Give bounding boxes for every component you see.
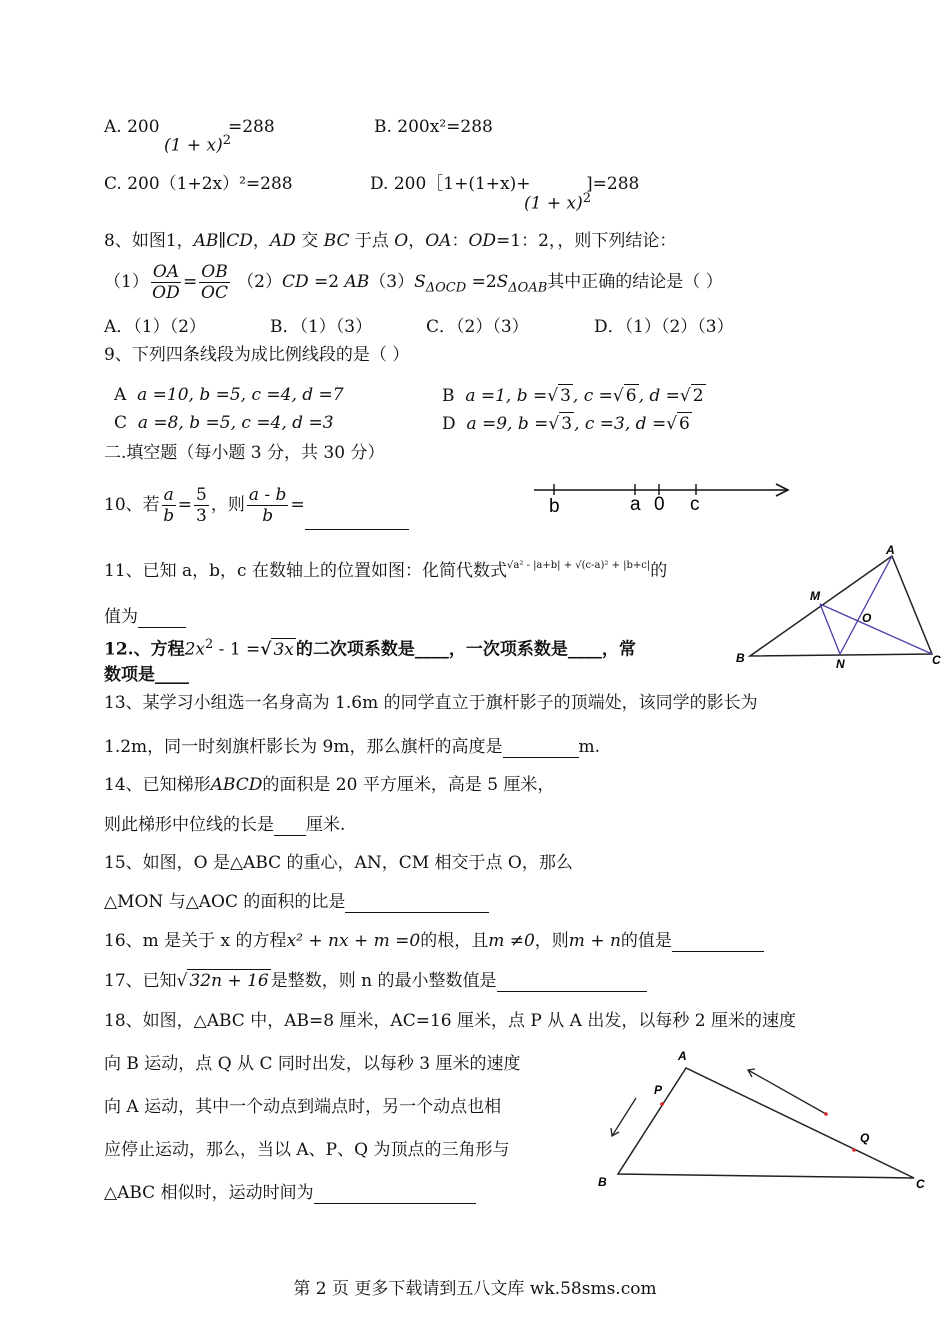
point-q [852, 1148, 856, 1152]
q17-answer-blank[interactable] [497, 973, 647, 992]
q15-line1: 15、如图，O 是△ABC 的重心，AN，CM 相交于点 O，那么 [104, 853, 573, 873]
q11-line2: 值为 [104, 606, 186, 628]
q8-option-a: A．（1）（2） [104, 317, 206, 337]
q7-d-factor: $(1 + x)^2$ [524, 191, 592, 214]
arrow-q-direction [748, 1070, 826, 1114]
arrow-p-direction [612, 1098, 636, 1136]
q14-line2: 则此梯形中位线的长是 厘米. [104, 815, 346, 835]
q7-option-b: B. 200x²=288 [374, 117, 493, 137]
q14-answer-blank[interactable] [274, 817, 306, 836]
q12-line2: 数项是____ [104, 665, 189, 685]
q15-line2: △MON 与△AOC 的面积的比是 [104, 891, 489, 913]
label-m: M [810, 589, 820, 603]
triangle-abc [750, 556, 932, 656]
triangle-abc [618, 1068, 914, 1178]
label-b: B [736, 651, 745, 665]
q8-option-c: C．（2）（3） [426, 317, 529, 337]
q18-line4: 应停止运动，那么，当以 A、P、Q 为顶点的三角形与 [104, 1140, 510, 1160]
q10: 10、若 $\frac{a}{b}$ = $\frac{5}{3}$ ，则 $\frac{a - b}{b}$ = [104, 480, 409, 530]
page-footer: 第 2 页 更多下载请到五八文库 wk.58sms.com [293, 1279, 657, 1299]
q17: 17、已知√ 32n + 16 是整数，则 n 的最小整数值是 [104, 969, 647, 992]
q7-d-post: ]=288 [586, 174, 640, 194]
q8-option-d: D．（1）（2）（3） [594, 317, 734, 337]
q13-line2: 1.2m，同一时刻旗杆影长为 9m，那么旗杆的高度是 m. [104, 737, 601, 757]
q15-answer-blank[interactable] [345, 894, 489, 913]
q14-line1: 14、已知梯形ABCD的面积是 20 平方厘米，高是 5 厘米， [104, 775, 555, 795]
q9-option-c: C a =8, b =5, c =4, d =3 [114, 413, 334, 433]
fraction-5-3: $\frac{5}{3}$ [196, 485, 207, 526]
label-n: N [836, 657, 845, 670]
label-c: C [916, 1177, 925, 1191]
fraction-amb-b: $\frac{a - b}{b}$ [248, 485, 287, 526]
q9-option-b: B a =1, b =√ 3 , c =√ 6 , d =√ 2 [442, 386, 704, 406]
section-heading: 二.填空题（每小题 3 分，共 30 分） [104, 443, 385, 463]
label-b: B [598, 1175, 607, 1189]
q13-answer-blank[interactable] [503, 739, 579, 758]
label-q: Q [860, 1131, 870, 1145]
q18-line2: 向 B 运动，点 Q 从 C 同时出发，以每秒 3 厘米的速度 [104, 1054, 521, 1074]
label-a: A [678, 1049, 687, 1063]
q18-line3: 向 A 运动，其中一个动点到端点时，另一个动点也相 [104, 1097, 502, 1117]
triangle-figure-moving-points [592, 1040, 938, 1192]
q12-line1: 12.、方程$2x^2 - 1$ =√ 3x 的二次项系数是____，一次项系数是____，常 [104, 637, 636, 660]
q9-option-a: A a =10, b =5, c =4, d =7 [114, 385, 344, 405]
q10-answer-blank[interactable] [305, 509, 409, 530]
q8-option-b: B．（1）（3） [270, 317, 373, 337]
q16: 16、m 是关于 x 的方程x² + nx + m =0的根，且m ≠0，则m + n的值是 [104, 930, 764, 952]
point-p [660, 1102, 664, 1106]
q13-line1: 13、某学习小组选一名身高为 1.6m 的同学直立于旗杆影子的顶端处，该同学的影长为 [104, 693, 758, 713]
label-c: C [932, 653, 941, 667]
arrow-q-tail [824, 1112, 828, 1116]
label-c: c [690, 494, 700, 515]
q7-option-c: C. 200（1+2x）²=288 [104, 174, 293, 194]
label-zero: 0 [654, 494, 665, 515]
q16-answer-blank[interactable] [672, 933, 764, 952]
q11-answer-blank[interactable] [138, 609, 186, 628]
q11-line1: 11、已知 a，b，c 在数轴上的位置如图：化简代数式$^{√a^2 - |a+b| + √(c-a)^2 + |b+c|}$的 [104, 560, 668, 581]
label-a: A [886, 543, 895, 557]
triangle-figure-centroid [728, 540, 948, 670]
fraction-a-b: $\frac{a}{b}$ [163, 485, 175, 526]
q7-a-factor: $(1 + x)^2$ [164, 133, 232, 156]
fraction-ob-oc: $\frac{OB}{OC}$ [201, 262, 228, 303]
q11-expression: √a² - |a+b| + √(c-a)² + |b+c| [506, 560, 651, 571]
q18-line5: △ABC 相似时，运动时间为 [104, 1182, 476, 1204]
median-an [840, 556, 892, 654]
label-o: O [862, 611, 872, 625]
q9-stem: 9、下列四条线段为成比例线段的是（ ） [104, 345, 410, 365]
fraction-oa-od: $\frac{OA}{OD}$ [152, 262, 180, 303]
q7-option-d: D. 200［1+(1+x)+ [370, 174, 531, 194]
q7-a-rhs: =288 [228, 117, 275, 137]
label-a: a [630, 494, 641, 515]
q7-option-a: A. 200 [104, 117, 160, 137]
number-line-figure [528, 474, 798, 520]
q18-answer-blank[interactable] [314, 1185, 476, 1204]
q8-stem: 8、如图1，AB∥CD，AD 交 BC 于点 O，OA：OD=1：2，，则下列结论： [104, 231, 677, 251]
label-p: P [654, 1083, 663, 1097]
label-b: b [549, 496, 560, 517]
q18-line1: 18、如图，△ABC 中，AB=8 厘米，AC=16 厘米，点 P 从 A 出发，以每秒 2 厘米的速度 [104, 1011, 796, 1031]
q9-option-d: D a =9, b =√ 3 , c =3, d =√ 6 [442, 414, 690, 434]
q8-conclusions: （1） $\frac{OA}{OD}$ = $\frac{OB}{OC}$ （2）CD =2 $AB(3)S_{\Delta OCD} =2S_{\Delta OAB}$其中正确的结论是（ ） [104, 262, 723, 303]
